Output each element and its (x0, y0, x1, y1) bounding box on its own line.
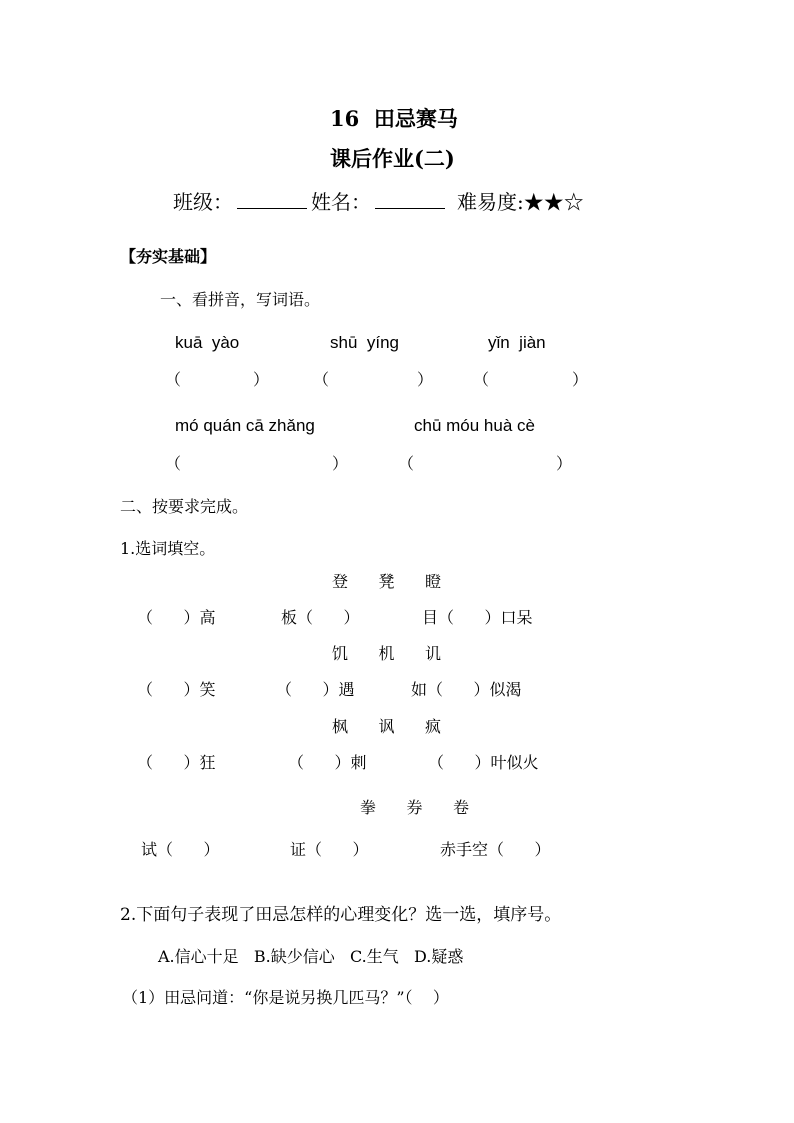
fill-item[interactable]: （ ）叶似火 (428, 753, 539, 772)
fill-item[interactable]: （ ）遇 (276, 680, 355, 699)
pinyin-1: kuā yào (175, 333, 240, 352)
class-label: 班级： (173, 190, 233, 214)
fill-item[interactable]: 证（ ） (290, 840, 369, 859)
subquestion-2: 2.下面句子表现了田忌怎样的心理变化？选一选，填序号。 (120, 905, 562, 925)
word-choices: 枫 讽 疯 (332, 717, 442, 736)
answer-blank-open[interactable]: （ (165, 370, 182, 389)
pinyin-5: chū móu huà cè (414, 416, 535, 435)
sentence-1[interactable]: （1）田忌问道：“你是说另换几匹马？”（ ） (122, 988, 449, 1007)
fill-item[interactable]: （ ）笑 (137, 680, 216, 699)
pinyin-3: yǐn jiàn (488, 333, 546, 352)
fill-item[interactable]: （ ）狂 (137, 753, 216, 772)
answer-blank-open[interactable]: （ (398, 454, 415, 473)
difficulty-rating: 难易度:★★☆ (457, 190, 584, 214)
pinyin-2: shū yíng (330, 333, 399, 352)
answer-blank-close: ） (556, 454, 573, 473)
info-line (173, 190, 584, 212)
answer-blank-open[interactable]: （ (473, 370, 490, 389)
answer-blank-open[interactable]: （ (313, 370, 330, 389)
question-1-heading: 一、看拼音，写词语。 (160, 290, 321, 309)
name-blank[interactable] (375, 190, 445, 209)
fill-item[interactable]: （ ）刺 (288, 753, 367, 772)
question-2-heading: 二、按要求完成。 (120, 497, 249, 516)
answer-options: A.信心十足 B.缺少信心 C.生气 D.疑惑 (158, 947, 464, 966)
fill-item[interactable]: （ ）高 (137, 608, 216, 627)
fill-item[interactable]: 赤手空（ ） (440, 840, 551, 859)
answer-blank-close: ） (417, 370, 434, 389)
section-label: 【夯实基础】 (120, 247, 217, 266)
class-blank[interactable] (237, 190, 307, 209)
answer-blank-open[interactable]: （ (165, 454, 182, 473)
answer-blank-close: ） (253, 370, 270, 389)
name-label: 姓名： (311, 190, 371, 214)
word-choices: 饥 机 讥 (332, 644, 442, 663)
subquestion-1: 1.选词填空。 (120, 539, 216, 558)
word-choices: 登 凳 瞪 (332, 572, 442, 591)
lesson-title: 16 田忌赛马 (330, 106, 458, 131)
fill-item[interactable]: 试（ ） (141, 840, 220, 859)
answer-blank-close: ） (572, 370, 589, 389)
answer-blank-close: ） (332, 454, 349, 473)
fill-item[interactable]: 板（ ） (281, 608, 360, 627)
fill-item[interactable]: 如（ ）似渴 (411, 680, 522, 699)
pinyin-4: mó quán cā zhǎng (175, 416, 315, 435)
fill-item[interactable]: 目（ ）口呆 (422, 608, 533, 627)
worksheet-subtitle: 课后作业(二) (330, 146, 455, 171)
word-choices: 拳 券 卷 (360, 798, 470, 817)
